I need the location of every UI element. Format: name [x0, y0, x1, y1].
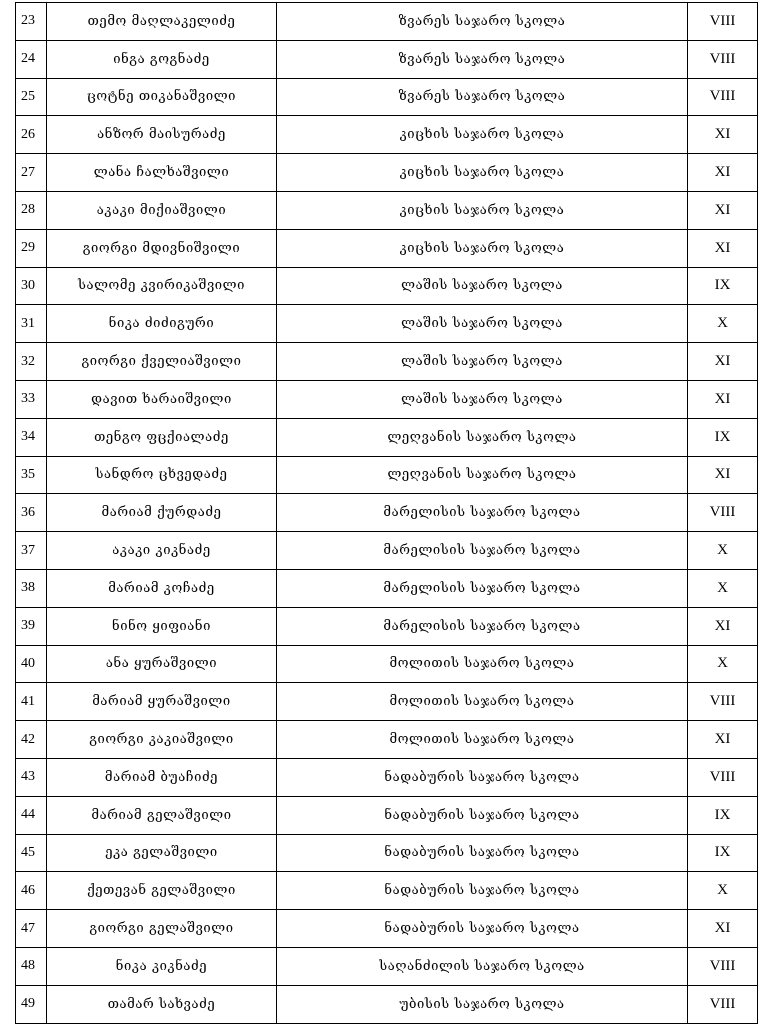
- row-number: 48: [16, 947, 47, 985]
- row-number: 46: [16, 872, 47, 910]
- grade-level: VIII: [688, 78, 758, 116]
- row-number: 41: [16, 683, 47, 721]
- grade-level: X: [688, 532, 758, 570]
- table-row: [16, 683, 758, 721]
- student-name: მარიამ ყურაშვილი: [47, 683, 277, 721]
- table-row: [16, 305, 758, 343]
- table-row: [16, 267, 758, 305]
- student-name: ნიკა კიკნაძე: [47, 947, 277, 985]
- school-name: ნადაბურის საჯარო სკოლა: [277, 834, 688, 872]
- student-name: თენგო ფცქიალაძე: [47, 418, 277, 456]
- school-name: ლაშის საჯარო სკოლა: [277, 380, 688, 418]
- student-name: აკაკი მიქიაშვილი: [47, 191, 277, 229]
- grade-level: VIII: [688, 40, 758, 78]
- table-row: [16, 985, 758, 1023]
- school-name: ნადაბურის საჯარო სკოლა: [277, 910, 688, 948]
- grade-level: XI: [688, 380, 758, 418]
- grade-level: XI: [688, 721, 758, 759]
- table-row: [16, 116, 758, 154]
- grade-level: VIII: [688, 758, 758, 796]
- student-name: თამარ სახვაძე: [47, 985, 277, 1023]
- student-name: ლანა ჩალხაშვილი: [47, 154, 277, 192]
- row-number: 30: [16, 267, 47, 305]
- student-name: მარიამ კოჩაძე: [47, 569, 277, 607]
- grade-level: XI: [688, 456, 758, 494]
- grade-level: X: [688, 872, 758, 910]
- student-name: ნინო ყიფიანი: [47, 607, 277, 645]
- row-number: 23: [16, 3, 47, 41]
- school-name: კიცხის საჯარო სკოლა: [277, 116, 688, 154]
- student-name: აკაკი კიკნაძე: [47, 532, 277, 570]
- row-number: 39: [16, 607, 47, 645]
- grade-level: XI: [688, 910, 758, 948]
- student-name: მარიამ გელაშვილი: [47, 796, 277, 834]
- student-name: ანზორ მაისურაძე: [47, 116, 277, 154]
- grade-level: XI: [688, 343, 758, 381]
- table-row: [16, 191, 758, 229]
- grade-level: VIII: [688, 3, 758, 41]
- row-number: 44: [16, 796, 47, 834]
- row-number: 37: [16, 532, 47, 570]
- row-number: 25: [16, 78, 47, 116]
- grade-level: XI: [688, 607, 758, 645]
- grade-level: XI: [688, 191, 758, 229]
- grade-level: X: [688, 569, 758, 607]
- table-row: [16, 380, 758, 418]
- grade-level: VIII: [688, 985, 758, 1023]
- row-number: 29: [16, 229, 47, 267]
- row-number: 38: [16, 569, 47, 607]
- table-row: [16, 872, 758, 910]
- table-row: [16, 3, 758, 41]
- school-name: საღანძილის საჯარო სკოლა: [277, 947, 688, 985]
- student-name: გიორგი მდივნიშვილი: [47, 229, 277, 267]
- row-number: 27: [16, 154, 47, 192]
- student-name: სალომე კვირიკაშვილი: [47, 267, 277, 305]
- grade-level: XI: [688, 229, 758, 267]
- student-name: დავით ხარაიშვილი: [47, 380, 277, 418]
- table-row: [16, 569, 758, 607]
- student-name: ნიკა ძიძიგური: [47, 305, 277, 343]
- student-name: ცოტნე თიკანაშვილი: [47, 78, 277, 116]
- student-name: ეკა გელაშვილი: [47, 834, 277, 872]
- school-name: მარელისის საჯარო სკოლა: [277, 494, 688, 532]
- student-name: ქეთევან გელაშვილი: [47, 872, 277, 910]
- table-row: [16, 796, 758, 834]
- student-name: გიორგი გელაშვილი: [47, 910, 277, 948]
- grade-level: XI: [688, 154, 758, 192]
- school-name: უბისის საჯარო სკოლა: [277, 985, 688, 1023]
- table-row: [16, 154, 758, 192]
- school-name: ლაშის საჯარო სკოლა: [277, 267, 688, 305]
- school-name: ზვარეს საჯარო სკოლა: [277, 3, 688, 41]
- school-name: კიცხის საჯარო სკოლა: [277, 191, 688, 229]
- school-name: ნადაბურის საჯარო სკოლა: [277, 796, 688, 834]
- school-name: მარელისის საჯარო სკოლა: [277, 532, 688, 570]
- school-name: მოლითის საჯარო სკოლა: [277, 645, 688, 683]
- row-number: 40: [16, 645, 47, 683]
- school-name: ლეღვანის საჯარო სკოლა: [277, 418, 688, 456]
- table-row: [16, 947, 758, 985]
- table-row: [16, 456, 758, 494]
- school-name: ნადაბურის საჯარო სკოლა: [277, 872, 688, 910]
- table-row: [16, 910, 758, 948]
- row-number: 42: [16, 721, 47, 759]
- table-row: [16, 494, 758, 532]
- school-name: მარელისის საჯარო სკოლა: [277, 569, 688, 607]
- student-name: მარიამ ბუაჩიძე: [47, 758, 277, 796]
- grade-level: VIII: [688, 683, 758, 721]
- student-name: სანდრო ცხვედაძე: [47, 456, 277, 494]
- table-row: [16, 229, 758, 267]
- school-name: მოლითის საჯარო სკოლა: [277, 683, 688, 721]
- school-name: ლეღვანის საჯარო სკოლა: [277, 456, 688, 494]
- table-row: [16, 418, 758, 456]
- school-name: ლაშის საჯარო სკოლა: [277, 343, 688, 381]
- table-row: [16, 343, 758, 381]
- student-name: ანა ყურაშვილი: [47, 645, 277, 683]
- row-number: 34: [16, 418, 47, 456]
- student-name: თემო მაღლაკელიძე: [47, 3, 277, 41]
- grade-level: X: [688, 645, 758, 683]
- student-name: მარიამ ქურდაძე: [47, 494, 277, 532]
- grade-level: IX: [688, 796, 758, 834]
- table-row: [16, 834, 758, 872]
- row-number: 43: [16, 758, 47, 796]
- row-number: 24: [16, 40, 47, 78]
- school-name: კიცხის საჯარო სკოლა: [277, 229, 688, 267]
- row-number: 32: [16, 343, 47, 381]
- grade-level: IX: [688, 834, 758, 872]
- table-row: [16, 645, 758, 683]
- grade-level: VIII: [688, 947, 758, 985]
- school-name: ლაშის საჯარო სკოლა: [277, 305, 688, 343]
- student-name: ინგა გოგნაძე: [47, 40, 277, 78]
- row-number: 28: [16, 191, 47, 229]
- row-number: 36: [16, 494, 47, 532]
- school-name: ზვარეს საჯარო სკოლა: [277, 78, 688, 116]
- table-row: [16, 40, 758, 78]
- row-number: 47: [16, 910, 47, 948]
- row-number: 49: [16, 985, 47, 1023]
- grade-level: XI: [688, 116, 758, 154]
- grade-level: X: [688, 305, 758, 343]
- school-name: ზვარეს საჯარო სკოლა: [277, 40, 688, 78]
- participants-table: [15, 2, 758, 1024]
- table-row: [16, 532, 758, 570]
- table-row: [16, 721, 758, 759]
- row-number: 35: [16, 456, 47, 494]
- grade-level: VIII: [688, 494, 758, 532]
- table-row: [16, 607, 758, 645]
- row-number: 31: [16, 305, 47, 343]
- school-name: მოლითის საჯარო სკოლა: [277, 721, 688, 759]
- table-row: [16, 758, 758, 796]
- school-name: ნადაბურის საჯარო სკოლა: [277, 758, 688, 796]
- school-name: კიცხის საჯარო სკოლა: [277, 154, 688, 192]
- student-name: გიორგი ქველიაშვილი: [47, 343, 277, 381]
- grade-level: IX: [688, 267, 758, 305]
- row-number: 26: [16, 116, 47, 154]
- row-number: 33: [16, 380, 47, 418]
- table-body: [16, 3, 758, 1024]
- student-name: გიორგი კაკიაშვილი: [47, 721, 277, 759]
- grade-level: IX: [688, 418, 758, 456]
- table-row: [16, 78, 758, 116]
- school-name: მარელისის საჯარო სკოლა: [277, 607, 688, 645]
- row-number: 45: [16, 834, 47, 872]
